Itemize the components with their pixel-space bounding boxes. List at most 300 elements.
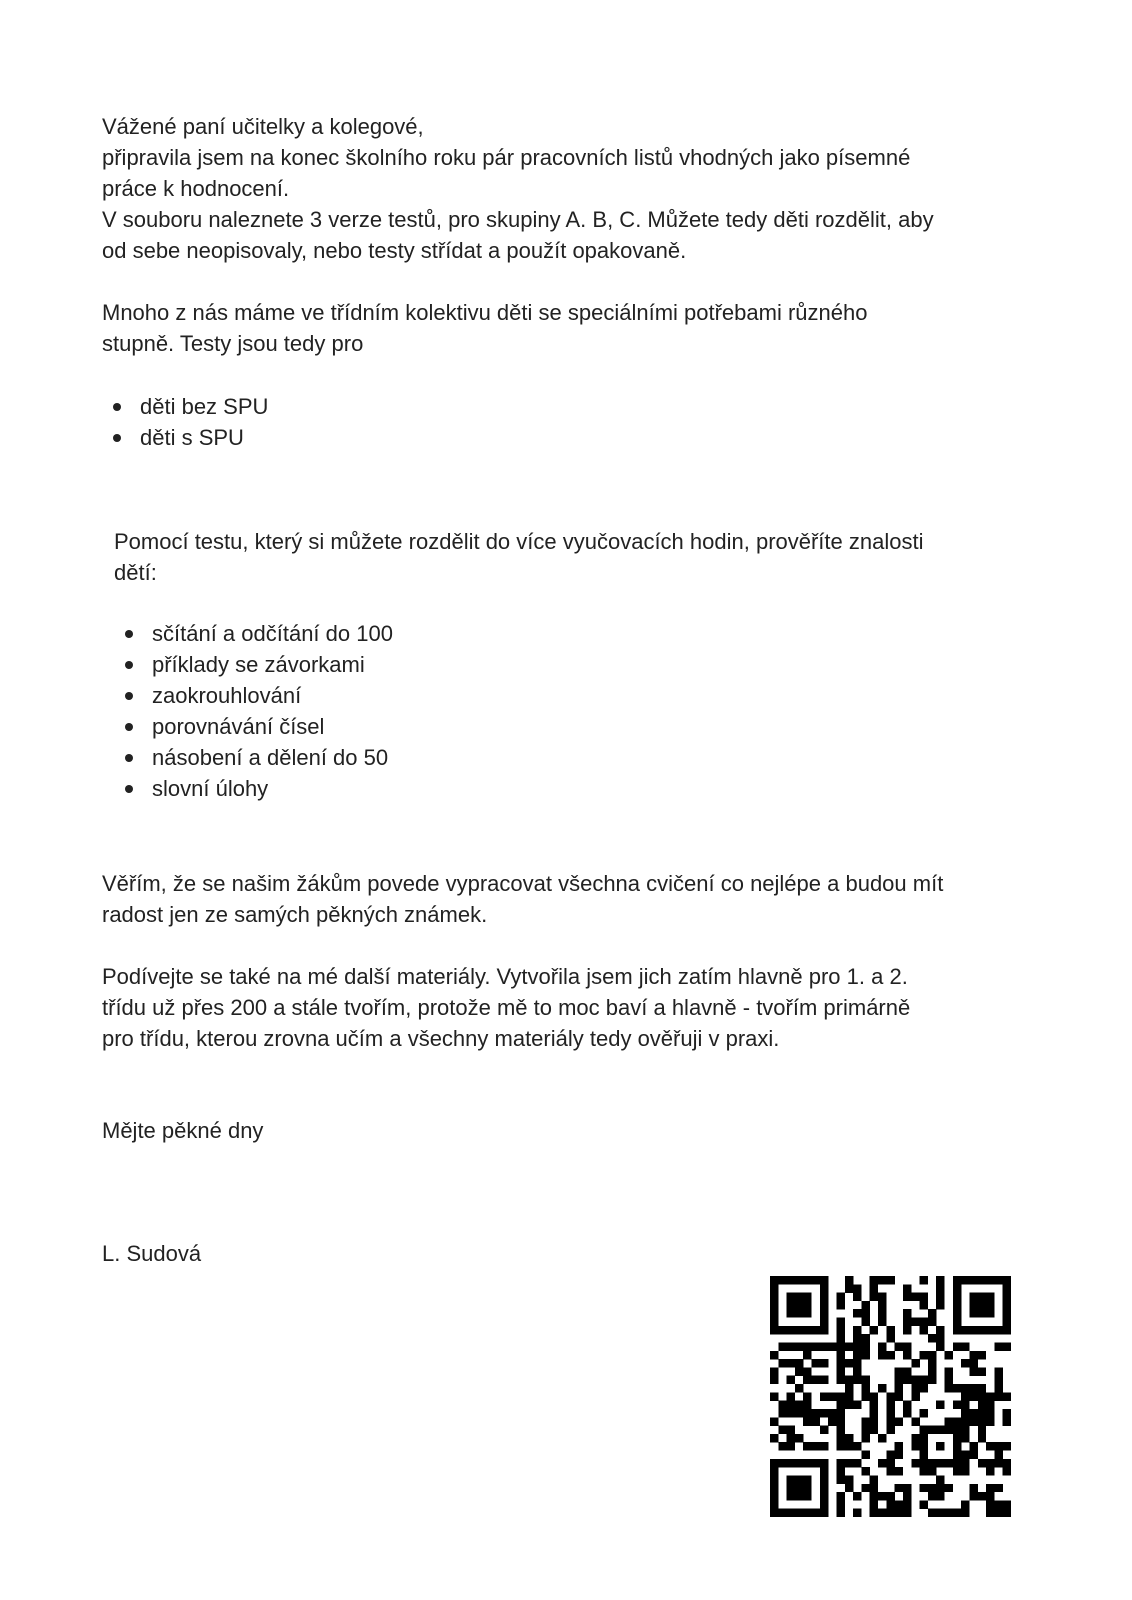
- qr-module: [853, 1442, 861, 1450]
- qr-module: [895, 1392, 903, 1400]
- qr-module: [978, 1417, 986, 1425]
- needs-line: stupně. Testy jsou tedy pro: [102, 331, 364, 356]
- wish-paragraph: [102, 868, 1022, 930]
- qr-module: [969, 1276, 977, 1284]
- qr-module: [886, 1401, 894, 1409]
- qr-module: [969, 1293, 977, 1301]
- qr-module: [878, 1318, 886, 1326]
- qr-module: [978, 1434, 986, 1442]
- qr-module: [961, 1467, 969, 1475]
- qr-module: [803, 1309, 811, 1317]
- qr-module: [928, 1459, 936, 1467]
- qr-module: [969, 1326, 977, 1334]
- qr-module: [795, 1276, 803, 1284]
- qr-module: [994, 1392, 1002, 1400]
- qr-module: [945, 1367, 953, 1375]
- qr-module: [953, 1442, 961, 1450]
- qr-module: [820, 1326, 828, 1334]
- qr-module: [903, 1492, 911, 1500]
- qr-module: [870, 1326, 878, 1334]
- qr-module: [986, 1401, 994, 1409]
- qr-module: [978, 1276, 986, 1284]
- qr-module: [878, 1492, 886, 1500]
- greeting-line: Vážené paní učitelky a kolegové,: [102, 114, 424, 139]
- needs-line: Mnoho z nás máme ve třídním kolektivu děti se speciálními potřebami různého: [102, 300, 868, 325]
- list-item: slovní úlohy: [114, 773, 393, 804]
- qr-module: [978, 1492, 986, 1500]
- qr-module: [953, 1293, 961, 1301]
- qr-module: [870, 1417, 878, 1425]
- qr-module: [812, 1276, 820, 1284]
- list-item: porovnávání čísel: [114, 711, 393, 742]
- qr-module: [770, 1392, 778, 1400]
- closing: Mějte pěkné dny: [102, 1118, 264, 1143]
- qr-module: [928, 1376, 936, 1384]
- qr-module: [836, 1392, 844, 1400]
- qr-module: [1003, 1442, 1011, 1450]
- qr-module: [969, 1301, 977, 1309]
- bullet-icon: [125, 723, 133, 731]
- qr-module: [812, 1409, 820, 1417]
- qr-module: [936, 1459, 944, 1467]
- test-intro-line: dětí:: [114, 560, 157, 585]
- qr-module: [836, 1301, 844, 1309]
- qr-module: [961, 1392, 969, 1400]
- qr-module: [969, 1442, 977, 1450]
- qr-module: [812, 1509, 820, 1517]
- qr-module: [978, 1301, 986, 1309]
- qr-module: [961, 1459, 969, 1467]
- qr-module: [770, 1367, 778, 1375]
- qr-module: [870, 1500, 878, 1508]
- qr-module: [870, 1409, 878, 1417]
- qr-module: [787, 1276, 795, 1284]
- qr-module: [770, 1417, 778, 1425]
- qr-module: [778, 1459, 786, 1467]
- qr-module: [853, 1342, 861, 1350]
- qr-module: [795, 1492, 803, 1500]
- qr-module: [845, 1475, 853, 1483]
- qr-module: [820, 1359, 828, 1367]
- qr-module: [994, 1509, 1002, 1517]
- qr-module: [778, 1401, 786, 1409]
- qr-module: [895, 1376, 903, 1384]
- qr-module: [828, 1342, 836, 1350]
- qr-module: [886, 1500, 894, 1508]
- qr-module: [911, 1359, 919, 1367]
- qr-module: [994, 1384, 1002, 1392]
- qr-module: [836, 1334, 844, 1342]
- intro-line: práce k hodnocení.: [102, 176, 290, 201]
- qr-module: [836, 1401, 844, 1409]
- qr-module: [853, 1359, 861, 1367]
- qr-module: [953, 1326, 961, 1334]
- qr-module: [845, 1401, 853, 1409]
- qr-module: [953, 1509, 961, 1517]
- qr-module: [953, 1417, 961, 1425]
- qr-module: [903, 1284, 911, 1292]
- qr-module: [795, 1326, 803, 1334]
- qr-module: [978, 1326, 986, 1334]
- qr-module: [961, 1384, 969, 1392]
- qr-module: [861, 1351, 869, 1359]
- qr-module: [886, 1276, 894, 1284]
- qr-module: [1003, 1509, 1011, 1517]
- qr-module: [870, 1293, 878, 1301]
- qr-module: [861, 1376, 869, 1384]
- qr-module: [778, 1359, 786, 1367]
- qr-module: [895, 1417, 903, 1425]
- qr-module: [903, 1509, 911, 1517]
- list-item: děti bez SPU: [102, 391, 268, 422]
- qr-module: [787, 1309, 795, 1317]
- qr-module: [803, 1301, 811, 1309]
- qr-module: [845, 1459, 853, 1467]
- qr-module: [1003, 1467, 1011, 1475]
- qr-module: [803, 1417, 811, 1425]
- qr-module: [920, 1376, 928, 1384]
- qr-module: [853, 1376, 861, 1384]
- qr-module: [986, 1417, 994, 1425]
- qr-module: [845, 1484, 853, 1492]
- qr-module: [795, 1401, 803, 1409]
- qr-module: [969, 1417, 977, 1425]
- qr-module: [986, 1492, 994, 1500]
- qr-module: [803, 1442, 811, 1450]
- bullet-icon: [125, 754, 133, 762]
- qr-module: [787, 1392, 795, 1400]
- qr-module: [936, 1492, 944, 1500]
- qr-module: [969, 1392, 977, 1400]
- qr-module: [936, 1442, 944, 1450]
- qr-module: [836, 1417, 844, 1425]
- qr-module: [978, 1367, 986, 1375]
- qr-module: [795, 1301, 803, 1309]
- qr-module: [903, 1367, 911, 1375]
- qr-module: [795, 1434, 803, 1442]
- qr-module: [770, 1284, 778, 1292]
- qr-module: [803, 1409, 811, 1417]
- bullet-icon: [125, 692, 133, 700]
- qr-module: [886, 1459, 894, 1467]
- qr-module: [895, 1384, 903, 1392]
- qr-module: [953, 1301, 961, 1309]
- qr-module: [953, 1459, 961, 1467]
- qr-module: [870, 1484, 878, 1492]
- qr-module: [770, 1475, 778, 1483]
- qr-module: [861, 1392, 869, 1400]
- qr-module: [1003, 1293, 1011, 1301]
- qr-module: [1003, 1284, 1011, 1292]
- qr-module: [861, 1342, 869, 1350]
- qr-module: [928, 1509, 936, 1517]
- qr-module: [886, 1509, 894, 1517]
- qr-module: [820, 1342, 828, 1350]
- qr-module: [812, 1417, 820, 1425]
- wish-line: Věřím, že se našim žákům povede vypracovat všechna cvičení co nejlépe a budou mít: [102, 871, 944, 896]
- qr-module: [828, 1417, 836, 1425]
- qr-module: [820, 1309, 828, 1317]
- qr-module: [895, 1342, 903, 1350]
- qr-module: [911, 1434, 919, 1442]
- qr-module: [920, 1484, 928, 1492]
- qr-module: [886, 1326, 894, 1334]
- qr-module: [886, 1492, 894, 1500]
- qr-module: [1003, 1459, 1011, 1467]
- qr-module: [812, 1459, 820, 1467]
- qr-module: [836, 1467, 844, 1475]
- qr-module: [787, 1509, 795, 1517]
- qr-module: [820, 1484, 828, 1492]
- qr-module: [920, 1326, 928, 1334]
- qr-module: [936, 1401, 944, 1409]
- qr-module: [836, 1326, 844, 1334]
- qr-module: [920, 1434, 928, 1442]
- qr-module: [994, 1342, 1002, 1350]
- qr-module: [969, 1351, 977, 1359]
- qr-module: [845, 1442, 853, 1450]
- qr-module: [878, 1342, 886, 1350]
- qr-module: [820, 1409, 828, 1417]
- qr-module: [836, 1475, 844, 1483]
- qr-module: [861, 1384, 869, 1392]
- qr-module: [994, 1451, 1002, 1459]
- qr-module: [845, 1284, 853, 1292]
- qr-module: [836, 1434, 844, 1442]
- qr-module: [820, 1293, 828, 1301]
- qr-module: [870, 1492, 878, 1500]
- qr-module: [994, 1484, 1002, 1492]
- qr-module: [787, 1484, 795, 1492]
- qr-module: [969, 1384, 977, 1392]
- qr-module: [870, 1284, 878, 1292]
- qr-module: [878, 1434, 886, 1442]
- qr-module: [787, 1434, 795, 1442]
- qr-module: [787, 1342, 795, 1350]
- qr-module: [903, 1309, 911, 1317]
- qr-module: [961, 1509, 969, 1517]
- qr-module: [994, 1376, 1002, 1384]
- qr-module: [836, 1351, 844, 1359]
- qr-module: [886, 1451, 894, 1459]
- qr-module: [895, 1367, 903, 1375]
- qr-module: [903, 1342, 911, 1350]
- qr-module: [820, 1376, 828, 1384]
- qr-module: [812, 1342, 820, 1350]
- qr-module: [812, 1359, 820, 1367]
- qr-module: [895, 1500, 903, 1508]
- qr-module: [861, 1309, 869, 1317]
- signature: L. Sudová: [102, 1241, 202, 1266]
- qr-module: [895, 1451, 903, 1459]
- qr-module: [820, 1467, 828, 1475]
- qr-module: [870, 1392, 878, 1400]
- qr-module: [961, 1326, 969, 1334]
- qr-module: [836, 1359, 844, 1367]
- qr-module: [969, 1492, 977, 1500]
- test-intro-line: Pomocí testu, který si můžete rozdělit do více vyučovacích hodin, prověříte znalosti: [114, 529, 924, 554]
- qr-module: [861, 1451, 869, 1459]
- qr-module: [853, 1284, 861, 1292]
- materials-line: pro třídu, kterou zrovna učím a všechny materiály tedy ověřuji v praxi.: [102, 1026, 780, 1051]
- qr-module: [787, 1426, 795, 1434]
- qr-module: [803, 1509, 811, 1517]
- qr-module: [795, 1509, 803, 1517]
- intro-line: V souboru naleznete 3 verze testů, pro skupiny A. B, C. Můžete tedy děti rozdělit, aby: [102, 207, 934, 232]
- groups-list: [102, 391, 268, 453]
- qr-module: [820, 1509, 828, 1517]
- qr-module: [820, 1276, 828, 1284]
- qr-module: [795, 1484, 803, 1492]
- qr-module: [861, 1318, 869, 1326]
- qr-module: [836, 1293, 844, 1301]
- qr-module: [978, 1459, 986, 1467]
- qr-module: [853, 1351, 861, 1359]
- list-item: zaokrouhlování: [114, 680, 393, 711]
- qr-module: [878, 1384, 886, 1392]
- qr-module: [928, 1467, 936, 1475]
- qr-module: [928, 1484, 936, 1492]
- qr-module: [986, 1309, 994, 1317]
- qr-module: [886, 1417, 894, 1425]
- qr-module: [870, 1276, 878, 1284]
- qr-module: [828, 1392, 836, 1400]
- qr-module: [870, 1509, 878, 1517]
- qr-module: [936, 1484, 944, 1492]
- qr-module: [836, 1318, 844, 1326]
- qr-module: [812, 1326, 820, 1334]
- qr-module: [920, 1467, 928, 1475]
- qr-module: [795, 1409, 803, 1417]
- materials-line: Podívejte se také na mé další materiály. Vytvořila jsem jich zatím hlavně pro 1. a 2.: [102, 964, 908, 989]
- qr-module: [853, 1309, 861, 1317]
- qr-module: [770, 1326, 778, 1334]
- qr-module: [795, 1342, 803, 1350]
- qr-module: [803, 1351, 811, 1359]
- qr-module: [920, 1276, 928, 1284]
- qr-module: [969, 1484, 977, 1492]
- qr-module: [853, 1326, 861, 1334]
- qr-module: [836, 1376, 844, 1384]
- qr-module: [803, 1376, 811, 1384]
- qr-module: [969, 1359, 977, 1367]
- qr-module: [820, 1492, 828, 1500]
- qr-module: [836, 1459, 844, 1467]
- qr-module: [795, 1359, 803, 1367]
- qr-module: [770, 1467, 778, 1475]
- qr-module: [778, 1442, 786, 1450]
- qr-module: [820, 1442, 828, 1450]
- qr-module: [836, 1492, 844, 1500]
- qr-module: [920, 1409, 928, 1417]
- qr-module: [803, 1342, 811, 1350]
- qr-module: [986, 1459, 994, 1467]
- qr-module: [936, 1426, 944, 1434]
- qr-module: [886, 1467, 894, 1475]
- qr-module: [770, 1309, 778, 1317]
- qr-module: [978, 1392, 986, 1400]
- qr-module: [986, 1326, 994, 1334]
- qr-module: [928, 1426, 936, 1434]
- qr-module: [795, 1459, 803, 1467]
- qr-module: [845, 1342, 853, 1350]
- qr-module: [920, 1459, 928, 1467]
- qr-module: [778, 1326, 786, 1334]
- qr-module: [903, 1351, 911, 1359]
- qr-module: [878, 1276, 886, 1284]
- bullet-icon: [125, 785, 133, 793]
- qr-module: [986, 1409, 994, 1417]
- qr-module: [1003, 1392, 1011, 1400]
- qr-module: [770, 1492, 778, 1500]
- qr-module: [928, 1492, 936, 1500]
- qr-module: [953, 1434, 961, 1442]
- qr-module: [870, 1475, 878, 1483]
- qr-module: [953, 1284, 961, 1292]
- qr-module: [986, 1484, 994, 1492]
- qr-module: [945, 1426, 953, 1434]
- qr-module: [861, 1334, 869, 1342]
- qr-module: [903, 1409, 911, 1417]
- qr-module: [853, 1334, 861, 1342]
- qr-module: [1003, 1301, 1011, 1309]
- qr-module: [961, 1451, 969, 1459]
- qr-module: [787, 1409, 795, 1417]
- qr-module: [770, 1459, 778, 1467]
- qr-module: [920, 1384, 928, 1392]
- qr-module: [903, 1326, 911, 1334]
- qr-module: [787, 1359, 795, 1367]
- qr-module: [1003, 1342, 1011, 1350]
- qr-module: [945, 1484, 953, 1492]
- qr-module: [986, 1442, 994, 1450]
- qr-module: [945, 1509, 953, 1517]
- qr-module: [878, 1309, 886, 1317]
- qr-module: [895, 1509, 903, 1517]
- test-intro-paragraph: [114, 526, 1034, 588]
- qr-module: [953, 1309, 961, 1317]
- qr-module: [978, 1309, 986, 1317]
- qr-module: [969, 1309, 977, 1317]
- qr-module: [994, 1500, 1002, 1508]
- qr-module: [770, 1276, 778, 1284]
- qr-module: [961, 1417, 969, 1425]
- qr-module: [778, 1276, 786, 1284]
- qr-module: [1003, 1309, 1011, 1317]
- qr-module: [770, 1351, 778, 1359]
- qr-module: [861, 1434, 869, 1442]
- qr-module: [945, 1376, 953, 1384]
- qr-module: [878, 1509, 886, 1517]
- qr-module: [986, 1500, 994, 1508]
- qr-module: [787, 1459, 795, 1467]
- needs-paragraph: [102, 297, 1022, 359]
- qr-module: [853, 1509, 861, 1517]
- qr-module: [820, 1426, 828, 1434]
- qr-module: [845, 1376, 853, 1384]
- qr-module: [803, 1401, 811, 1409]
- qr-module: [878, 1351, 886, 1359]
- qr-module: [953, 1276, 961, 1284]
- qr-module: [961, 1276, 969, 1284]
- qr-module: [969, 1451, 977, 1459]
- qr-module: [903, 1484, 911, 1492]
- list-item: děti s SPU: [102, 422, 268, 453]
- qr-module: [836, 1500, 844, 1508]
- qr-module: [936, 1276, 944, 1284]
- qr-module: [911, 1459, 919, 1467]
- qr-module: [903, 1500, 911, 1508]
